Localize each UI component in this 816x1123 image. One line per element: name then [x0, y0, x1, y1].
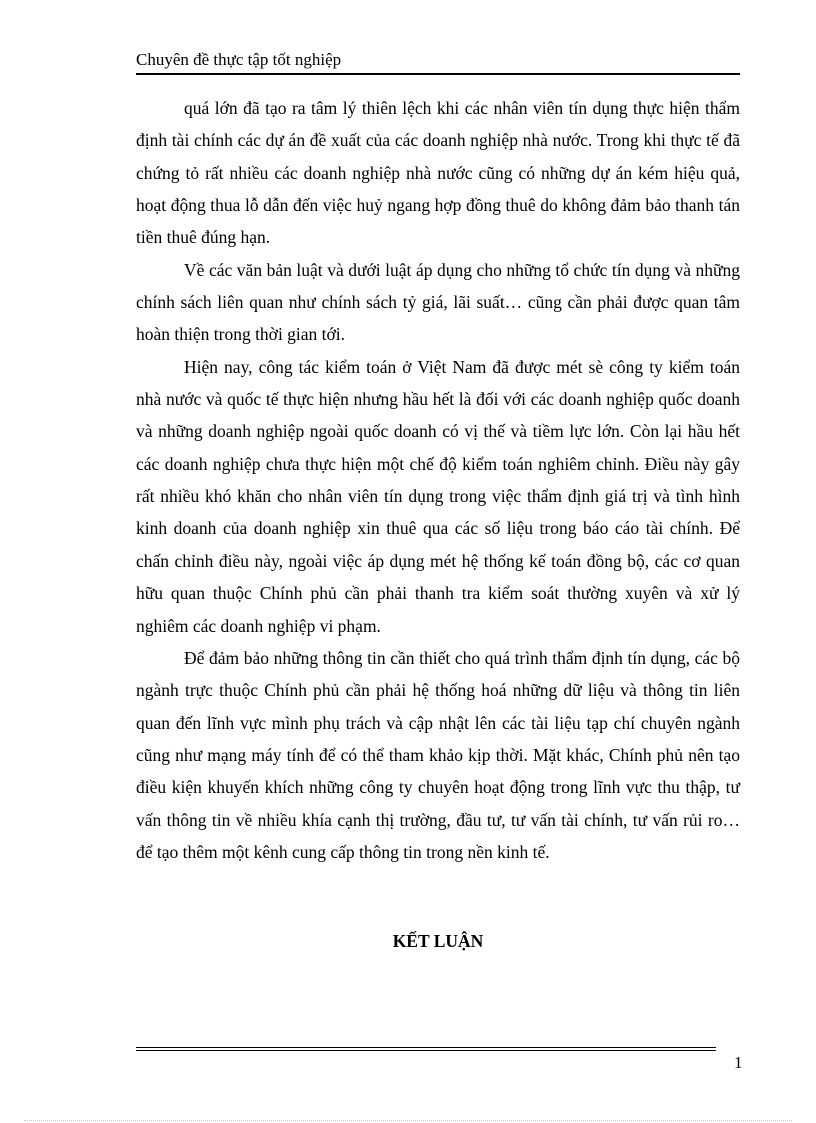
- body-text: [136, 92, 740, 868]
- paragraph-2: Về các văn bản luật và dưới luật áp dụng cho những tổ chức tín dụng và những chính sách liên quan như chính sách tỷ giá, lãi suất… cũng cần phải được quan tâm hoàn thiện trong thời gian tới.: [136, 259, 740, 345]
- paragraph-1: quá lớn đã tạo ra tâm lý thiên lệch khi các nhân viên tín dụng thực hiện thẩm định tài chính các dự án đề xuất của các doanh nghiệp nhà nước. Trong khi thực tế đã chứng tỏ rất nhiều các doanh nghiệp nhà nước cũng có những dự án kém hiệu quả, hoạt động thua lỗ dẫn đến việc huỷ ngang hợp đồng thuê do không đảm bảo thanh tán tiền thuê đúng hạn.: [136, 98, 740, 248]
- paragraph-4: Để đảm bảo những thông tin cần thiết cho quá trình thẩm định tín dụng, các bộ ngành trực thuộc Chính phủ cần phải hệ thống hoá những dữ liệu và thông tin liên quan đến lĩnh vực mình phụ trách và cập nhật lên các tài liệu tạp chí chuyên ngành cũng như mạng máy tính để có thể tham khảo kịp thời. Mặt khác, Chính phủ nên tạo điều kiện khuyến khích những công ty chuyên hoạt động trong lĩnh vực thu thập, tư vấn thông tin về nhiều khía cạnh thị trường, đầu tư, tư vấn tài chính, tư vấn rủi ro… để tạo thêm một kênh cung cấp thông tin trong nền kinh tế.: [136, 647, 740, 862]
- header-title: Chuyên đề thực tập tốt nghiệp: [136, 50, 342, 69]
- paragraph-3: Hiện nay, công tác kiểm toán ở Việt Nam đã được mét sè công ty kiểm toán nhà nước và quốc tế thực hiện nhưng hầu hết là đối với các doanh nghiệp quốc doanh và những doanh nghiệp ngoài quốc doanh có vị thế và tiềm lực lớn. Còn lại hầu hết các doanh nghiệp chưa thực hiện một chế độ kiểm toán nghiêm chỉnh. Điều này gây rất nhiều khó khăn cho nhân viên tín dụng trong việc thẩm định giá trị và tình hình kinh doanh của doanh nghiệp xin thuê qua các số liệu trong báo cáo tài chính. Để chấn chỉnh điều này, ngoài việc áp dụng mét hệ thống kế toán đồng bộ, các cơ quan hữu quan thuộc Chính phủ cần phải thanh tra kiểm soát thường xuyên và xử lý nghiêm các doanh nghiệp vi phạm.: [136, 356, 740, 636]
- page-number: 1: [734, 1053, 743, 1072]
- section-heading-conclusion: KẾT LUẬN: [392, 931, 484, 951]
- footer-divider: [136, 1047, 716, 1051]
- page-edge-divider: [24, 1120, 792, 1121]
- page-header: [136, 49, 740, 75]
